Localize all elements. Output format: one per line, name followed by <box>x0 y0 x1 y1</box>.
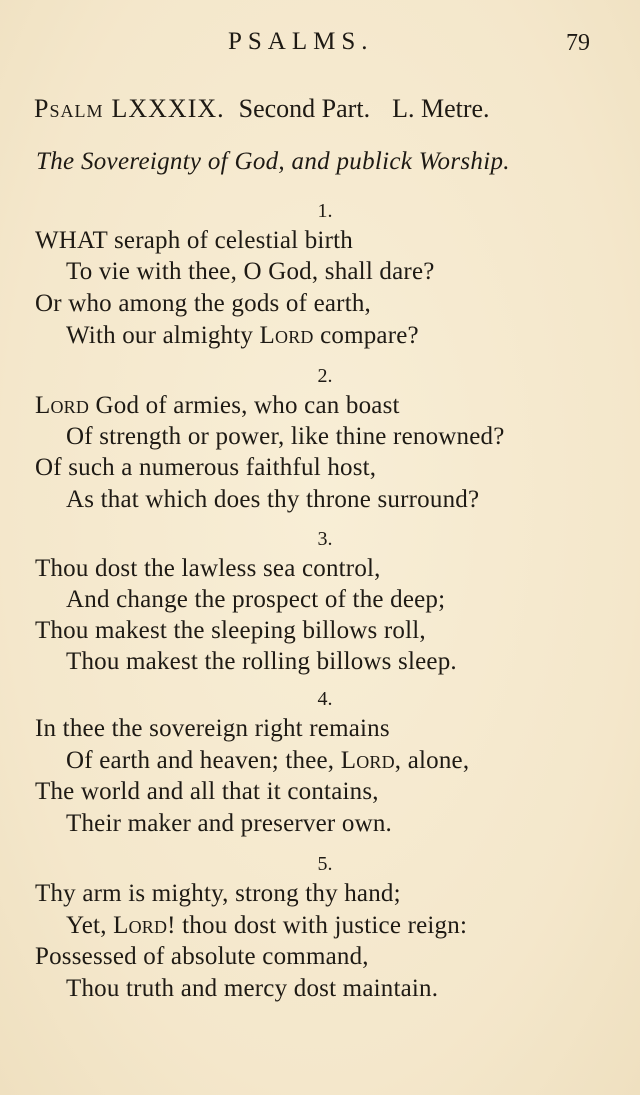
verse-line: Yet, Lord! thou dost with justice reign: <box>66 912 468 939</box>
verse-line: Lord God of armies, who can boast <box>35 392 400 419</box>
psalm-word: Psalm <box>34 94 104 123</box>
psalm-metre: L. Metre. <box>392 94 490 123</box>
verse-line: As that which does thy throne surround? <box>66 486 480 513</box>
verse-line: Possessed of absolute command, <box>35 943 369 970</box>
verse-line: Thou makest the rolling billows sleep. <box>66 648 457 675</box>
running-head: PSALMS. <box>228 28 374 55</box>
stanza-number: 5. <box>317 853 333 875</box>
verse-line: The world and all that it contains, <box>35 778 379 805</box>
verse-line: Thou dost the lawless sea control, <box>35 555 381 582</box>
psalm-part: Second Part. <box>238 94 371 123</box>
page-number: 79 <box>566 30 590 56</box>
verse-line: And change the prospect of the deep; <box>66 586 446 613</box>
verse-line: Thou makest the sleeping billows roll, <box>35 617 426 644</box>
verse-line: Or who among the gods of earth, <box>35 290 371 317</box>
verse-line: In thee the sovereign right remains <box>35 715 390 742</box>
verse-line: Their maker and preserver own. <box>66 810 392 837</box>
verse-line: With our almighty Lord compare? <box>66 322 419 349</box>
verse-line: Of earth and heaven; thee, Lord, alone, <box>66 747 470 774</box>
psalm-subtitle: The Sovereignty of God, and publick Worship. <box>36 148 510 175</box>
psalm-number: LXXXIX. <box>111 94 225 123</box>
verse-line: Thy arm is mighty, strong thy hand; <box>35 880 401 907</box>
verse-line: WHAT seraph of celestial birth <box>35 227 353 254</box>
psalm-title <box>34 94 594 124</box>
verse-line: Thou truth and mercy dost maintain. <box>66 975 439 1002</box>
verse-line: To vie with thee, O God, shall dare? <box>66 258 435 285</box>
stanza-number: 2. <box>317 365 333 387</box>
stanza-number: 4. <box>317 688 333 710</box>
verse-line: Of strength or power, like thine renowned? <box>66 423 505 450</box>
stanza-number: 3. <box>317 528 333 550</box>
verse-line: Of such a numerous faithful host, <box>35 454 377 481</box>
stanza-number: 1. <box>317 200 333 222</box>
